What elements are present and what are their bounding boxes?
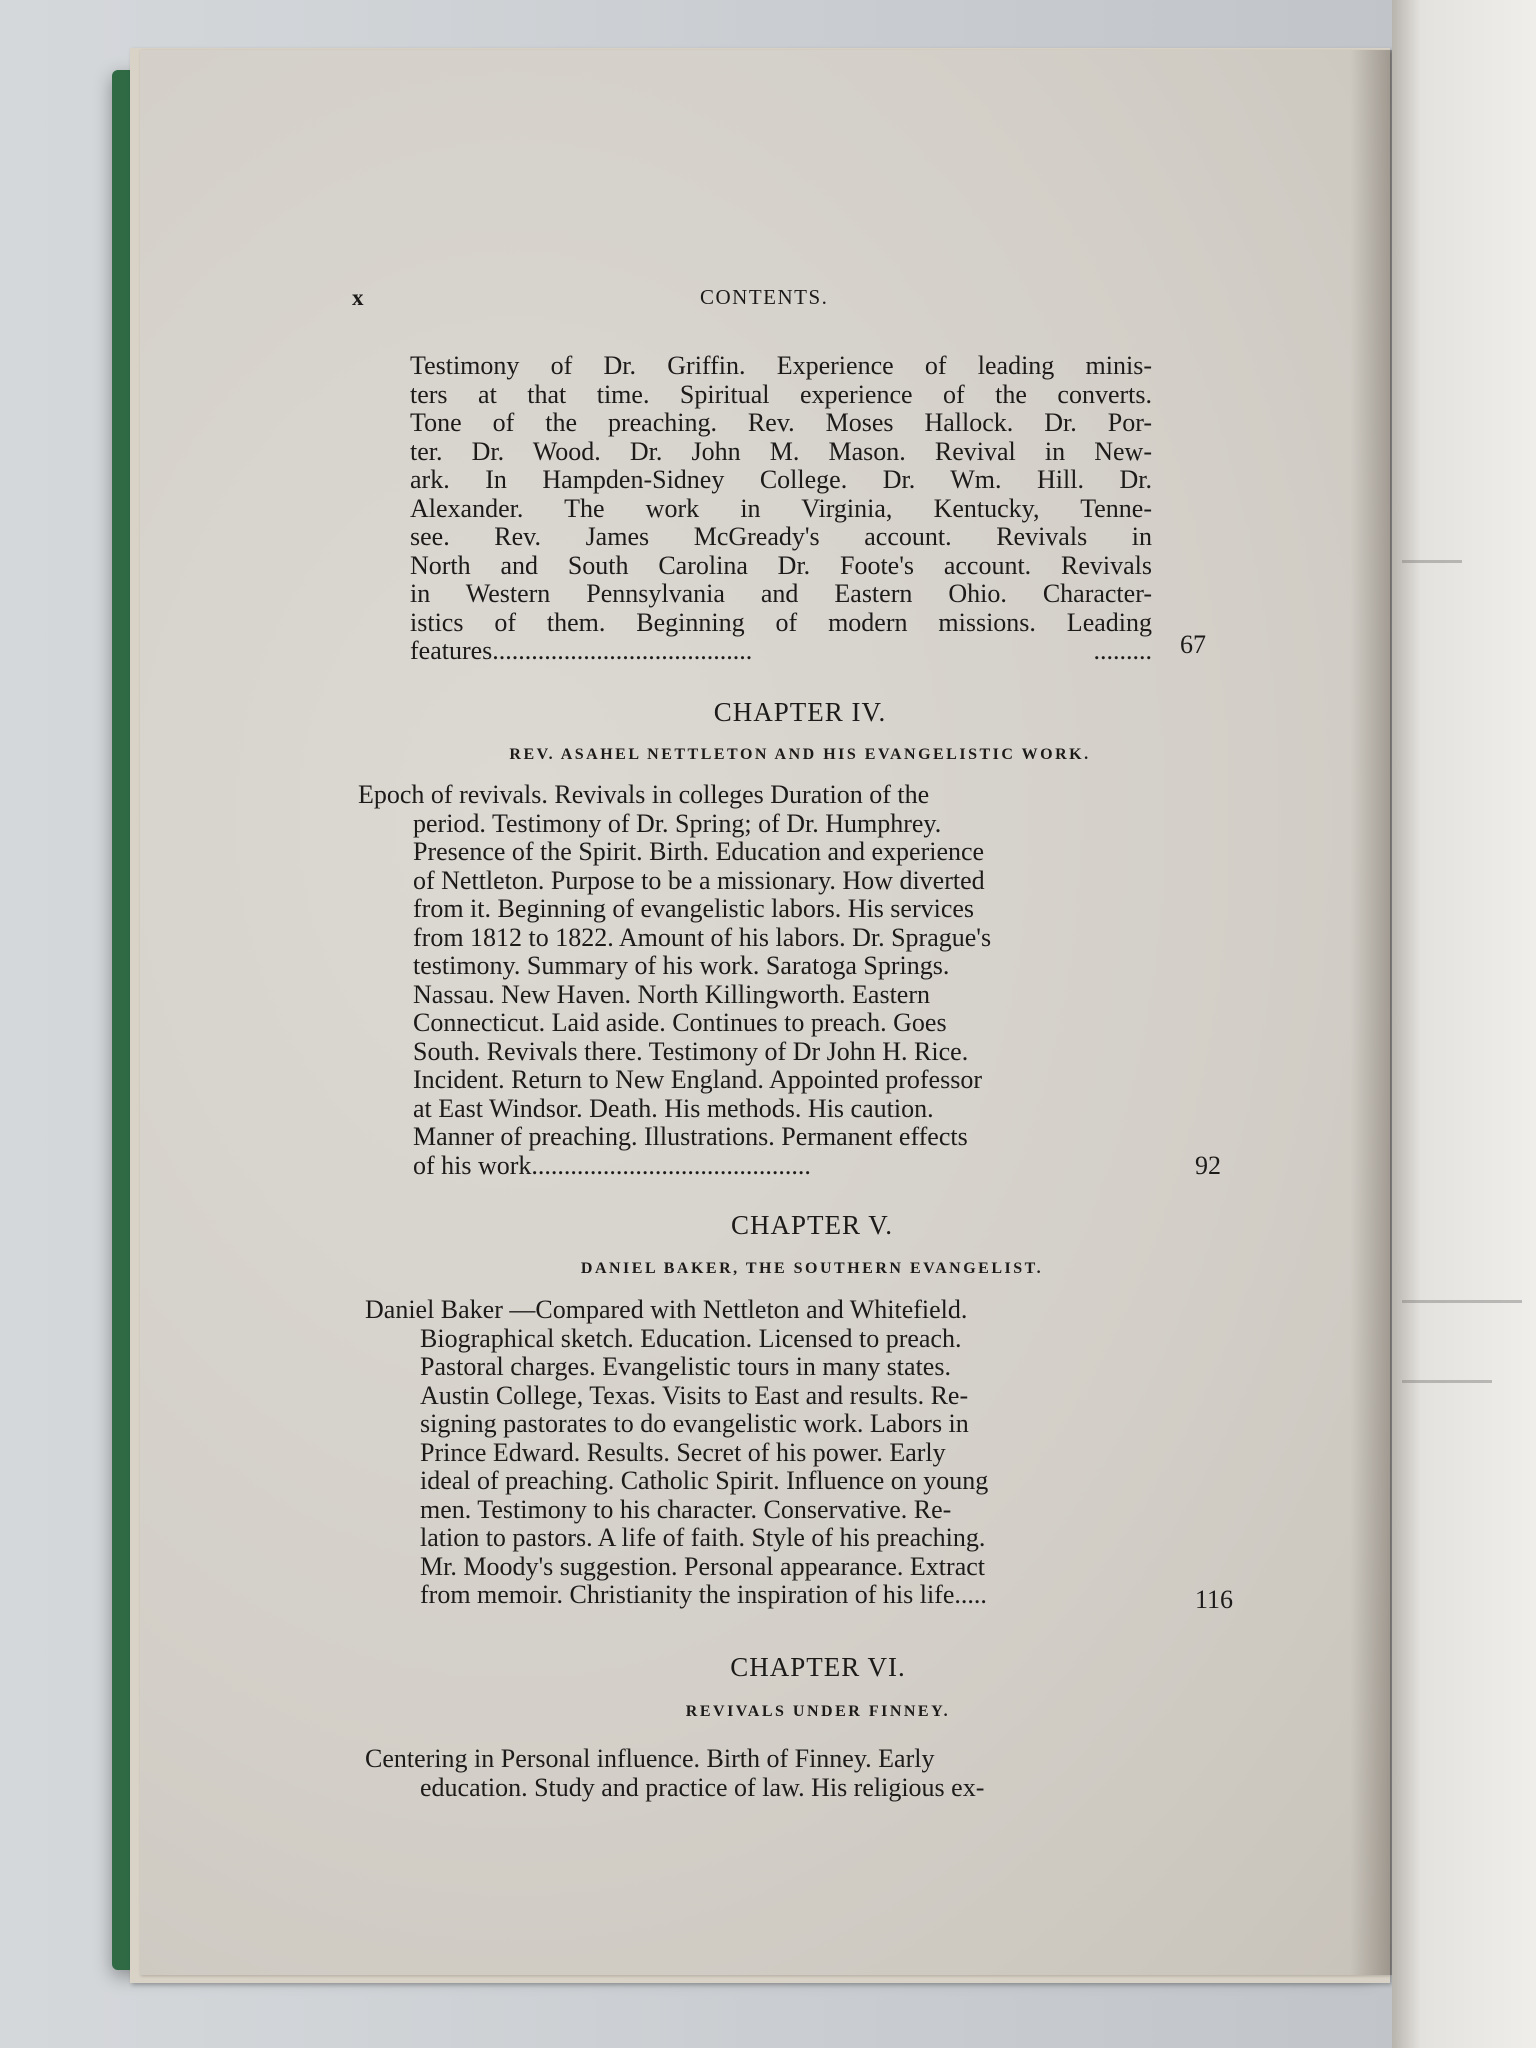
contents-line: Incident. Return to New England. Appointed professor	[413, 1065, 982, 1094]
contents-line: istics of them. Beginning of modern missions. Leading	[410, 607, 1152, 637]
facing-page	[1392, 0, 1536, 2048]
contents-line: Biographical sketch. Education. Licensed to preach.	[420, 1323, 962, 1353]
running-head-title: CONTENTS.	[700, 285, 829, 309]
contents-line: of Nettleton. Purpose to be a missionary. How diverted	[413, 865, 985, 895]
contents-line: from memoir. Christianity the inspiration of his life.....	[420, 1580, 987, 1609]
contents-line: Nassau. New Haven. North Killingworth. Eastern	[413, 979, 930, 1009]
contents-line: ideal of preaching. Catholic Spirit. Influence on young	[420, 1466, 989, 1495]
chapter4-summary-first-line: Epoch of revivals. Revivals in colleges Duration of the	[358, 780, 930, 809]
contents-line: Mr. Moody's suggestion. Personal appearance. Extract	[420, 1551, 985, 1581]
chapter4-heading: CHAPTER IV.	[713, 697, 887, 727]
chapter4-summary	[358, 781, 1168, 1180]
contents-line: from it. Beginning of evangelistic labors. His services	[413, 894, 975, 923]
chapter4-summary-lines	[358, 810, 1168, 1181]
chapter5-summary-first-line: Daniel Baker —Compared with Nettleton and Whitefield.	[365, 1295, 968, 1324]
contents-line: period. Testimony of Dr. Spring; of Dr. Humphrey.	[413, 808, 942, 838]
contents-line: features........................................ .........	[410, 636, 1152, 665]
contents-line: Presence of the Spirit. Birth. Education and experience	[413, 837, 985, 866]
chapter5-page-number: 116	[1195, 1585, 1234, 1614]
contents-line: in Western Pennsylvania and Eastern Ohio. Character-	[410, 579, 1152, 608]
facing-page-rule	[1402, 1300, 1522, 1303]
contents-line: ark. In Hampden-Sidney College. Dr. Wm. Hill. Dr.	[410, 465, 1152, 494]
chapter5-summary-lines	[365, 1325, 1185, 1610]
chapter6-heading: CHAPTER VI.	[730, 1652, 906, 1682]
chapter6-subtitle: REVIVALS UNDER FINNEY.	[685, 1703, 951, 1720]
contents-line: Austin College, Texas. Visits to East and results. Re-	[420, 1380, 969, 1410]
contents-line: men. Testimony to his character. Conservative. Re-	[420, 1494, 952, 1524]
chapter5-summary	[365, 1296, 1185, 1610]
page-numeral: x	[352, 285, 364, 310]
contents-line: ter. Dr. Wood. Dr. John M. Mason. Revival in New-	[410, 436, 1152, 466]
chapter5-heading: CHAPTER V.	[730, 1210, 894, 1240]
chapter6-summary-first-line: Centering in Personal influence. Birth of Finney. Early	[365, 1744, 935, 1773]
contents-line: North and South Carolina Dr. Foote's account. Revivals	[410, 550, 1152, 580]
book-gutter	[1350, 50, 1395, 1975]
contents-line: Testimony of Dr. Griffin. Experience of leading minis-	[410, 351, 1152, 380]
contents-line: Connecticut. Laid aside. Continues to preach. Goes	[413, 1008, 947, 1037]
chapter3-page-number: 67	[1180, 630, 1206, 659]
contents-line: Alexander. The work in Virginia, Kentucky, Tenne-	[410, 493, 1152, 523]
contents-line: Manner of preaching. Illustrations. Permanent effects	[413, 1122, 968, 1151]
contents-line: Prince Edward. Results. Secret of his power. Early	[420, 1437, 946, 1467]
contents-line: Pastoral charges. Evangelistic tours in many states.	[420, 1352, 951, 1381]
contents-line: lation to pastors. A life of faith. Style of his preaching.	[420, 1523, 986, 1552]
facing-page-rule	[1402, 1380, 1492, 1383]
contents-line: education. Study and practice of law. His religious ex-	[420, 1772, 985, 1802]
chapter6-summary	[365, 1745, 1195, 1802]
contents-line: at East Windsor. Death. His methods. His caution.	[413, 1093, 934, 1123]
contents-line: testimony. Summary of his work. Saratoga Springs.	[413, 951, 950, 980]
contents-line: from 1812 to 1822. Amount of his labors. Dr. Sprague's	[413, 922, 992, 952]
chapter3-summary	[410, 352, 1152, 666]
chapter5-subtitle: DANIEL BAKER, THE SOUTHERN EVANGELIST.	[580, 1260, 1044, 1277]
chapter4-page-number: 92	[1195, 1151, 1221, 1180]
chapter6-summary-lines	[365, 1774, 1195, 1803]
contents-line: of his work...........................................	[413, 1150, 811, 1180]
contents-line: ters at that time. Spiritual experience of the converts.	[410, 379, 1152, 409]
chapter4-subtitle: REV. ASAHEL NETTLETON AND HIS EVANGELISTIC WORK.	[509, 746, 1091, 763]
contents-line: Tone of the preaching. Rev. Moses Hallock. Dr. Por-	[410, 408, 1152, 437]
contents-line: see. Rev. James McGready's account. Revivals in	[410, 522, 1152, 551]
contents-line: signing pastorates to do evangelistic work. Labors in	[420, 1409, 969, 1438]
contents-line: South. Revivals there. Testimony of Dr John H. Rice.	[413, 1036, 969, 1066]
facing-page-rule	[1402, 560, 1462, 563]
